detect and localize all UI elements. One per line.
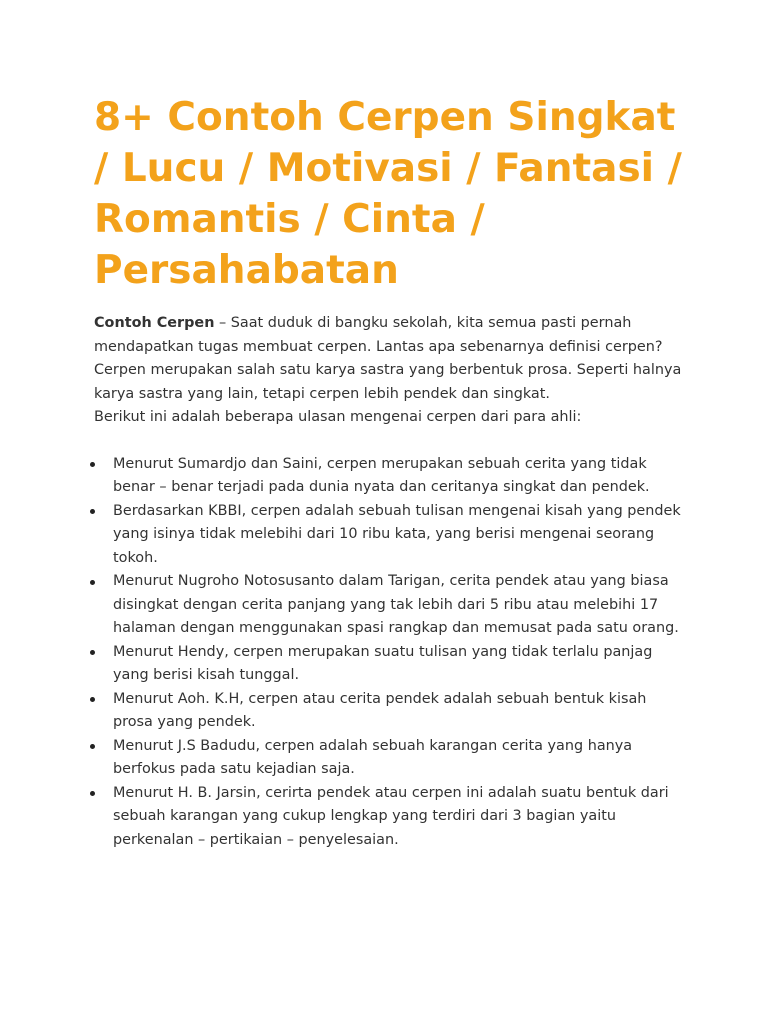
list-item-text: Menurut J.S Badudu, cerpen adalah sebuah karangan cerita yang hanya berfokus pada satu kejadian saja. xyxy=(113,737,633,777)
list-item xyxy=(94,500,684,571)
paragraph-spacer xyxy=(94,430,684,453)
document-page xyxy=(94,92,684,852)
list-item xyxy=(94,570,684,641)
list-item-text: Menurut Sumardjo dan Saini, cerpen merupakan sebuah cerita yang tidak benar – benar terjadi pada dunia nyata dan ceritanya singkat dan pendek. xyxy=(113,455,650,495)
intro-bold-term: Contoh Cerpen xyxy=(94,315,215,331)
bullet-icon xyxy=(90,509,95,514)
list-item xyxy=(94,641,684,688)
intro-paragraph xyxy=(94,312,684,406)
list-item xyxy=(94,688,684,735)
list-item-text: Menurut Hendy, cerpen merupakan suatu tulisan yang tidak terlalu panjag yang berisi kisah tunggal. xyxy=(113,643,653,683)
bullet-icon xyxy=(90,580,95,585)
bullet-icon xyxy=(90,791,95,796)
list-item-text: Berdasarkan KBBI, cerpen adalah sebuah tulisan mengenai kisah yang pendek yang isinya tidak melebihi dari 10 ribu kata, yang berisi mengenai seorang tokoh. xyxy=(113,502,681,566)
bullet-icon xyxy=(90,650,95,655)
list-item-text: Menurut H. B. Jarsin, cerirta pendek atau cerpen ini adalah suatu bentuk dari sebuah karangan yang cukup lengkap yang terdiri dari 3 bagian yaitu perkenalan – pertikaian – penyelesaian. xyxy=(113,784,669,848)
bullet-icon xyxy=(90,462,95,467)
bullet-icon xyxy=(90,744,95,749)
article-title: 8+ Contoh Cerpen Singkat / Lucu / Motivasi / Fantasi / Romantis / Cinta / Persahabatan xyxy=(94,95,682,293)
list-item xyxy=(94,453,684,500)
list-item-text: Menurut Nugroho Notosusanto dalam Tarigan, cerita pendek atau yang biasa disingkat dengan cerita panjang yang tak lebih dari 5 ribu atau melebihi 17 halaman dengan menggunakan spasi rangkap dan memusat pada satu orang. xyxy=(113,573,679,636)
intro-text: – Saat duduk di bangku sekolah, kita semua pasti pernah mendapatkan tugas membuat cerpen. Lantas apa sebenarnya definisi cerpen? Cerpen merupakan salah satu karya sastra yang berbentuk prosa. Seperti halnya karya sastra yang lain, tetapi cerpen lebih pendek dan singkat. xyxy=(94,315,682,402)
lead-in-paragraph: Berikut ini adalah beberapa ulasan mengenai cerpen dari para ahli: xyxy=(94,409,582,425)
bullet-icon xyxy=(90,697,95,702)
expert-definitions-list xyxy=(94,453,684,853)
list-item-text: Menurut Aoh. K.H, cerpen atau cerita pendek adalah sebuah bentuk kisah prosa yang pendek. xyxy=(113,690,647,730)
list-item xyxy=(94,782,684,853)
list-item xyxy=(94,735,684,782)
